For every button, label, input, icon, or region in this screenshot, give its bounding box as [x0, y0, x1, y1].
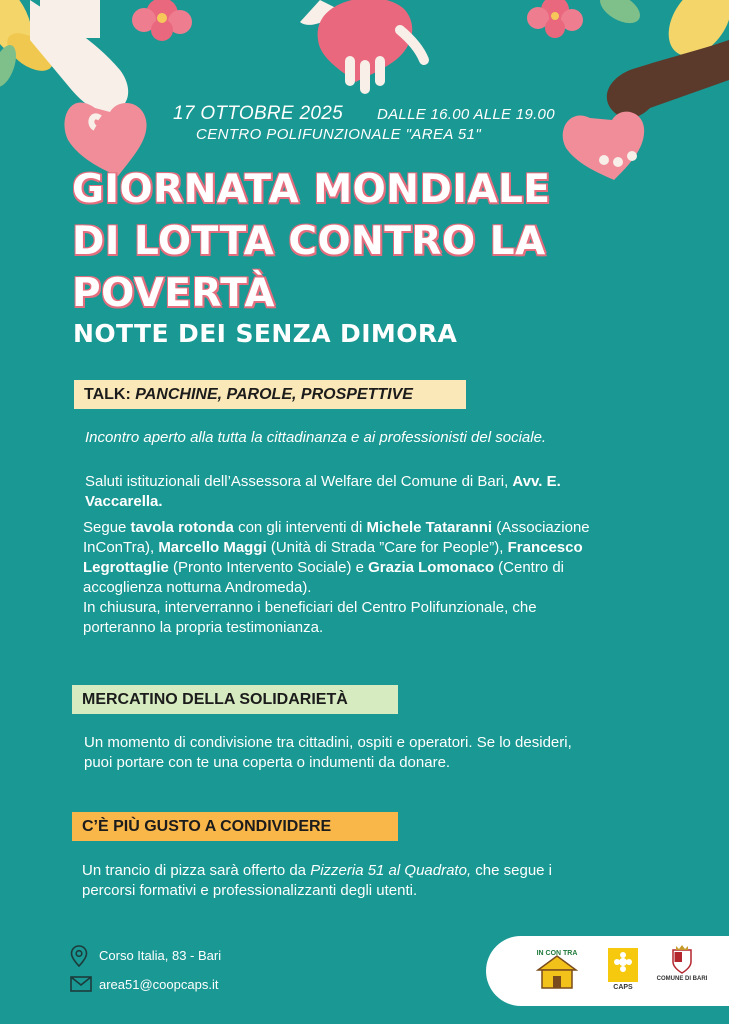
title-line-1: GIORNATA MONDIALE [72, 167, 551, 212]
flower-icon [132, 0, 192, 41]
talk-roundtable [83, 518, 603, 638]
rt-bold: tavola rotonda [130, 519, 234, 536]
page-title [72, 164, 632, 320]
talk-closing: In chiusura, interverranno i beneficiari del Centro Polifunzionale, che porteranno la propria testimonianza. [83, 599, 537, 636]
talk-intro: Incontro aperto alla tutta la cittadinanza e ai professionisti del sociale. [85, 429, 547, 446]
event-venue: CENTRO POLIFUNZIONALE "AREA 51" [196, 126, 482, 143]
gusto-pizzeria: Pizzeria 51 al Quadrato, [310, 862, 472, 879]
rt-text: (Unità di Strada ”Care for People”), [266, 539, 508, 556]
hand-heart-icon [300, 0, 424, 94]
rt-text: (Associazione InConTra), [83, 519, 590, 556]
caps-logo-text: CAPS [613, 984, 633, 991]
title-line-3: POVERTÀ [72, 271, 276, 316]
speaker-name: Francesco Legrottaglie [83, 539, 583, 576]
partner-logos [486, 936, 729, 1006]
rt-text: (Pronto Intervento Sociale) e [168, 559, 369, 576]
rt-text: con gli interventi di [233, 519, 367, 536]
rt-text: (Centro di accoglienza notturna Andromeda). [83, 559, 565, 596]
speaker-name: Michele Tataranni [366, 519, 493, 536]
speaker-name: Marcello Maggi [158, 539, 267, 556]
comune-logo-text: COMUNE DI BARI [656, 976, 708, 982]
hand-heart-icon [30, 0, 147, 176]
greet-name: Avv. E. Vaccarella. [85, 473, 561, 510]
location-pin-icon [70, 945, 88, 967]
incontra-logo-text: IN CON TRA [536, 950, 578, 957]
section-label-mercatino: MERCATINO DELLA SOLIDARIETÀ [72, 685, 398, 714]
event-time: DALLE 16.00 ALLE 19.00 [377, 106, 555, 123]
talk-label-prefix: TALK: [84, 386, 136, 403]
section-label-talk [74, 380, 466, 409]
email-icon [70, 976, 92, 992]
rt-text: Segue [83, 519, 131, 536]
caps-logo [608, 948, 638, 982]
gusto-text [82, 861, 602, 901]
title-line-2: DI LOTTA CONTRO LA [72, 219, 546, 264]
comune-bari-crest-icon [670, 944, 694, 974]
email-link[interactable]: area51@coopcaps.it [99, 977, 219, 992]
page-subtitle: NOTTE DEI SENZA DIMORA [73, 319, 458, 348]
hand-heart-icon [563, 40, 729, 180]
address-text: Corso Italia, 83 - Bari [99, 948, 222, 963]
event-date: 17 OTTOBRE 2025 [173, 103, 343, 124]
gusto-text-1: Un trancio di pizza sarà offerto da [82, 862, 311, 879]
speaker-name: Grazia Lomonaco [368, 559, 494, 576]
section-label-gusto: C’È PIÙ GUSTO A CONDIVIDERE [72, 812, 398, 841]
talk-label-title: PANCHINE, PAROLE, PROSPETTIVE [135, 386, 413, 403]
gusto-text-2: che segue i percorsi formativi e professionalizzanti degli utenti. [82, 862, 552, 899]
mercatino-text: Un momento di condivisione tra cittadini, ospiti e operatori. Se lo desideri, puoi portare con te una coperta o indumenti da donare. [84, 734, 572, 771]
greet-text: Saluti istituzionali dell’Assessora al Welfare del Comune di Bari, [85, 473, 513, 490]
talk-greetings [85, 472, 605, 512]
